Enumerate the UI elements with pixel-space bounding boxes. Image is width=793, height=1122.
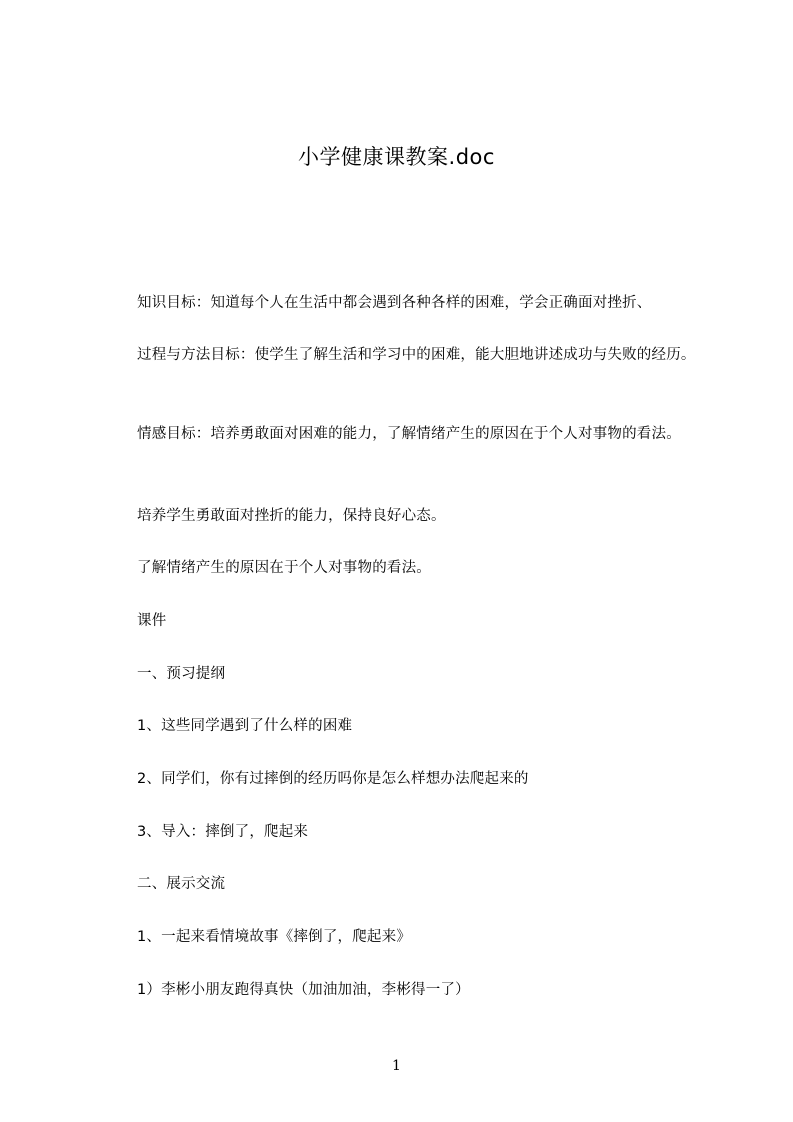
- document-title: 小学健康课教案.doc: [298, 145, 495, 169]
- section-heading-preview: 一、预习提纲: [137, 666, 226, 682]
- section-heading-exchange: 二、展示交流: [137, 876, 226, 892]
- list-item: 1、一起来看情境故事《摔倒了，爬起来》: [137, 929, 412, 945]
- paragraph-emotion-goal: 情感目标：培养勇敢面对困难的能力，了解情绪产生的原因在于个人对事物的看法。: [137, 426, 681, 442]
- paragraph-key-point: 培养学生勇敢面对挫折的能力，保持良好心态。: [137, 508, 446, 524]
- list-item: 3、导入：摔倒了，爬起来: [137, 824, 309, 840]
- paragraph-materials: 课件: [137, 613, 167, 629]
- paragraph-process-method-goal: 过程与方法目标：使学生了解生活和学习中的困难，能大胆地讲述成功与失败的经历。: [137, 347, 696, 363]
- list-item: 1）李彬小朋友跑得真快（加油加油，李彬得一了）: [137, 982, 470, 998]
- paragraph-difficulty: 了解情绪产生的原因在于个人对事物的看法。: [137, 560, 431, 576]
- page-number: 1: [392, 1058, 401, 1074]
- list-item: 2、同学们，你有过摔倒的经历吗你是怎么样想办法爬起来的: [137, 771, 529, 787]
- list-item: 1、这些同学遇到了什么样的困难: [137, 718, 353, 734]
- paragraph-knowledge-goal: 知识目标：知道每个人在生活中都会遇到各种各样的困难，学会正确面对挫折、: [137, 295, 652, 311]
